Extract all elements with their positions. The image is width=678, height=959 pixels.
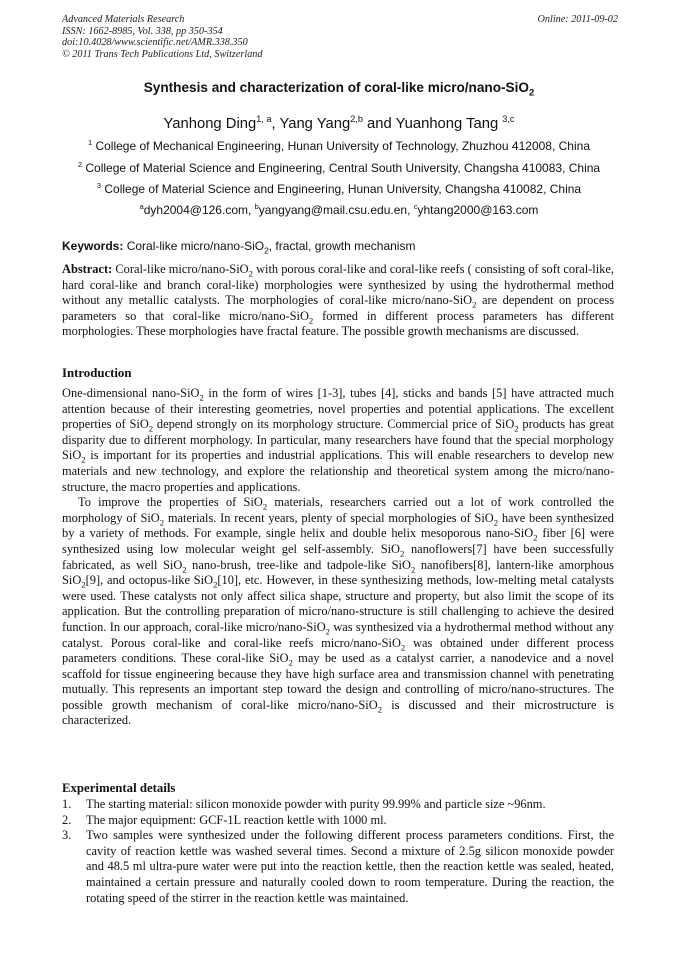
p2-s6: 2: [182, 564, 187, 574]
p2-t6: nanoflowers[7] have been successfully fabricated, as well SiO: [62, 541, 614, 572]
p1-t1: One-dimensional nano-SiO: [62, 386, 200, 400]
abstract-label: Abstract:: [62, 262, 113, 276]
aff1-text: College of Mechanical Engineering, Hunan University of Technology, Zhuzhou 412008, China: [92, 139, 590, 153]
list-number: 1.: [62, 797, 72, 811]
p2-t7: nano-brush, tree-like and tadpole-like SiO: [186, 557, 411, 572]
intro-paragraph-2: [62, 495, 614, 729]
author-2-sup: 2,b: [350, 114, 363, 125]
abstract-t1: Coral-like micro/nano-SiO: [112, 262, 249, 276]
p2-t13: may be used as a catalyst carrier, a nanodevice and a novel scaffold for tissue engineering because they have high surface area and transmission channel with penetrating mutually. This represents an important step toward the design and controlling of micro/nano-structures. The possible growth mechanism of coral-like micro/nano-SiO: [62, 651, 614, 712]
email-b: yangyang@mail.csu.edu.en,: [258, 203, 414, 217]
p2-s13: 2: [377, 704, 383, 715]
affiliation-2: [0, 160, 678, 176]
aff1-sup: 1: [87, 138, 93, 147]
p2-s5: 2: [399, 548, 405, 559]
experimental-list: [62, 797, 614, 906]
list-number: 2.: [62, 812, 72, 827]
author-3: and Yuanhong Tang: [362, 116, 503, 132]
p1-s3: 2: [514, 423, 519, 434]
p2-s4: 2: [533, 532, 538, 543]
email-line: [0, 202, 678, 218]
copyright-line: © 2011 Trans Tech Publications Ltd, Switzerland: [62, 48, 263, 60]
keywords-label: Keywords:: [62, 239, 124, 253]
p1-s1: 2: [199, 392, 204, 403]
p2-t4: have been synthesized by a variety of methods. For example, single helix and double helix mesoporous nano-SiO: [62, 510, 614, 541]
aff3-sup: 3: [96, 181, 102, 190]
abstract: [62, 262, 614, 340]
p2-t9: [9], and octopus-like SiO: [85, 573, 214, 588]
affiliation-3: [0, 181, 678, 197]
p2-t10: [10], etc. However, in these synthesizing methods, low-melting metal catalysts were used. These catalysts not only affect silica shape, structure and property, but also limit the scope of its application. But the controlling preparation of micro/nano-structure is still challenging to achieve the desired function. In our approach, coral-like micro/nano-SiO: [62, 573, 615, 634]
p2-s2: 2: [159, 517, 165, 528]
p2-s9: 2: [213, 579, 218, 590]
p2-t5: fiber [6] were synthesized using low molecular weight gel self-assembly. SiO: [62, 526, 614, 556]
p2-t2: materials, researchers carried out a lot of work controlled the morphology of SiO: [62, 495, 614, 525]
abstract-t2: with porous coral-like and coral-like reefs ( consisting of soft coral-like, hard coral-like and branch coral-like) morphologies were synthesized by using the hydrothermal method without any metallic catalysts. The morphologies of coral-like micro/nano-SiO: [62, 262, 614, 308]
email-a-sup: a: [139, 202, 144, 211]
p2-t11: was synthesized via a hydrothermal method without any catalyst. Porous coral-like and coral-like reefs micro/nano-SiO: [62, 619, 614, 650]
keywords: [62, 238, 618, 254]
p2-t14: is discussed and their microstructure is characterized.: [62, 697, 614, 728]
p2-s12: 2: [288, 657, 293, 668]
author-1-sup: 1, a: [256, 114, 272, 125]
title-sub: 2: [528, 87, 535, 99]
abstract-s2: 2: [472, 299, 477, 310]
aff3-text: College of Material Science and Engineering, Hunan University, Changsha 410082, China: [101, 182, 582, 196]
online-date: Online: 2011-09-02: [537, 14, 618, 25]
abstract-t4: formed in different process parameters has different morphologies. These morphologies have fractal feature. The possible growth mechanisms are discussed.: [62, 308, 614, 339]
email-c: yhtang2000@163.com: [417, 203, 539, 217]
keywords-text-1: Coral-like micro/nano-SiO: [123, 239, 265, 253]
p1-s2: 2: [148, 423, 154, 434]
p2-t8: nanofibers[8], lantern-like amorphous SiO: [62, 557, 614, 588]
author-2: , Yang Yang: [271, 116, 351, 132]
p2-t3: materials. In recent years, plenty of special morphologies of SiO: [164, 510, 494, 525]
author-1: Yanhong Ding: [163, 116, 257, 132]
introduction-body: [62, 386, 614, 729]
p2-s7: 2: [410, 564, 416, 574]
p2-t12: was obtained under different process parameters conditions. These coral-like SiO: [62, 635, 614, 666]
p2-t1: To improve the properties of SiO: [78, 495, 263, 510]
p2-s10: 2: [325, 626, 330, 637]
list-text: Two samples were synthesized under the following different process parameters conditions. First, the cavity of reaction kettle was washed several times. Second a mixture of 2.5g silicon monoxide powder and 48.5 ml ultra-pure water were put into the reaction kettle, then the reaction kettle was sealed, heated, maintained a certain pressure and naturally cooled down to room temperature. During the reaction, the rotating speed of the stirrer in the reaction kettle was maintained.: [86, 828, 614, 905]
list-text: The starting material: silicon monoxide powder with purity 99.99% and particle size ~96nm.: [86, 797, 546, 811]
aff2-text: College of Material Science and Engineering, Central South University, Changsha 410083, China: [82, 161, 601, 175]
abstract-t3: are dependent on process parameters so that coral-like micro/nano-SiO: [62, 293, 615, 323]
p1-t2: in the form of wires [1-3], tubes [4], sticks and bands [5] have attracted much attention because of their interesting geometries, novel properties and potential applications. The excellent properties of SiO: [62, 386, 614, 432]
author-line: [0, 114, 678, 134]
keywords-text-2: , fractal, growth mechanism: [268, 239, 416, 253]
p2-s11: 2: [400, 641, 406, 652]
author-3-sup: 3,c: [502, 114, 515, 125]
issn-line: ISSN: 1662-8985, Vol. 338, pp 350-354: [62, 25, 223, 37]
p1-s4: 2: [81, 454, 86, 465]
abstract-s3: 2: [308, 315, 314, 326]
list-number: 3.: [62, 828, 72, 843]
email-b-sup: b: [254, 202, 259, 211]
paper-title: [0, 79, 678, 97]
journal-name: Advanced Materials Research: [62, 14, 185, 25]
doi-line: doi:10.4028/www.scientific.net/AMR.338.350: [62, 37, 248, 49]
p1-t5: is important for its properties and industrial applications. This will enable researchers to develop new materials and new technology, and explore the relationship and theoretical system among the micro/nano-structure, the macro properties and applications.: [62, 448, 614, 494]
journal-header: [62, 14, 618, 60]
affiliation-1: [0, 138, 678, 154]
p1-t3: depend strongly on its morphology structure. Commercial price of SiO: [153, 417, 515, 432]
title-text: Synthesis and characterization of coral-like micro/nano-SiO: [143, 80, 529, 95]
list-item: [62, 797, 614, 813]
p1-t4: products has great disparity due to different morphology. In particular, many researchers have found that the special morphology SiO: [62, 417, 614, 463]
email-a: dyh2004@126.com,: [143, 203, 255, 217]
abstract-s1: 2: [248, 268, 253, 279]
p2-s1: 2: [262, 501, 268, 512]
aff2-sup: 2: [77, 160, 83, 169]
introduction-heading: Introduction: [62, 366, 132, 380]
list-text: The major equipment: GCF-1L reaction kettle with 1000 ml.: [86, 812, 387, 827]
list-item: [62, 828, 614, 906]
email-c-sup: c: [413, 202, 418, 211]
experimental-heading: Experimental details: [62, 781, 176, 795]
p2-s8: 2: [81, 579, 86, 590]
p2-s3: 2: [493, 517, 499, 528]
list-item: [62, 813, 614, 829]
keywords-sub-1: 2: [264, 245, 269, 256]
intro-paragraph-1: [62, 386, 614, 495]
